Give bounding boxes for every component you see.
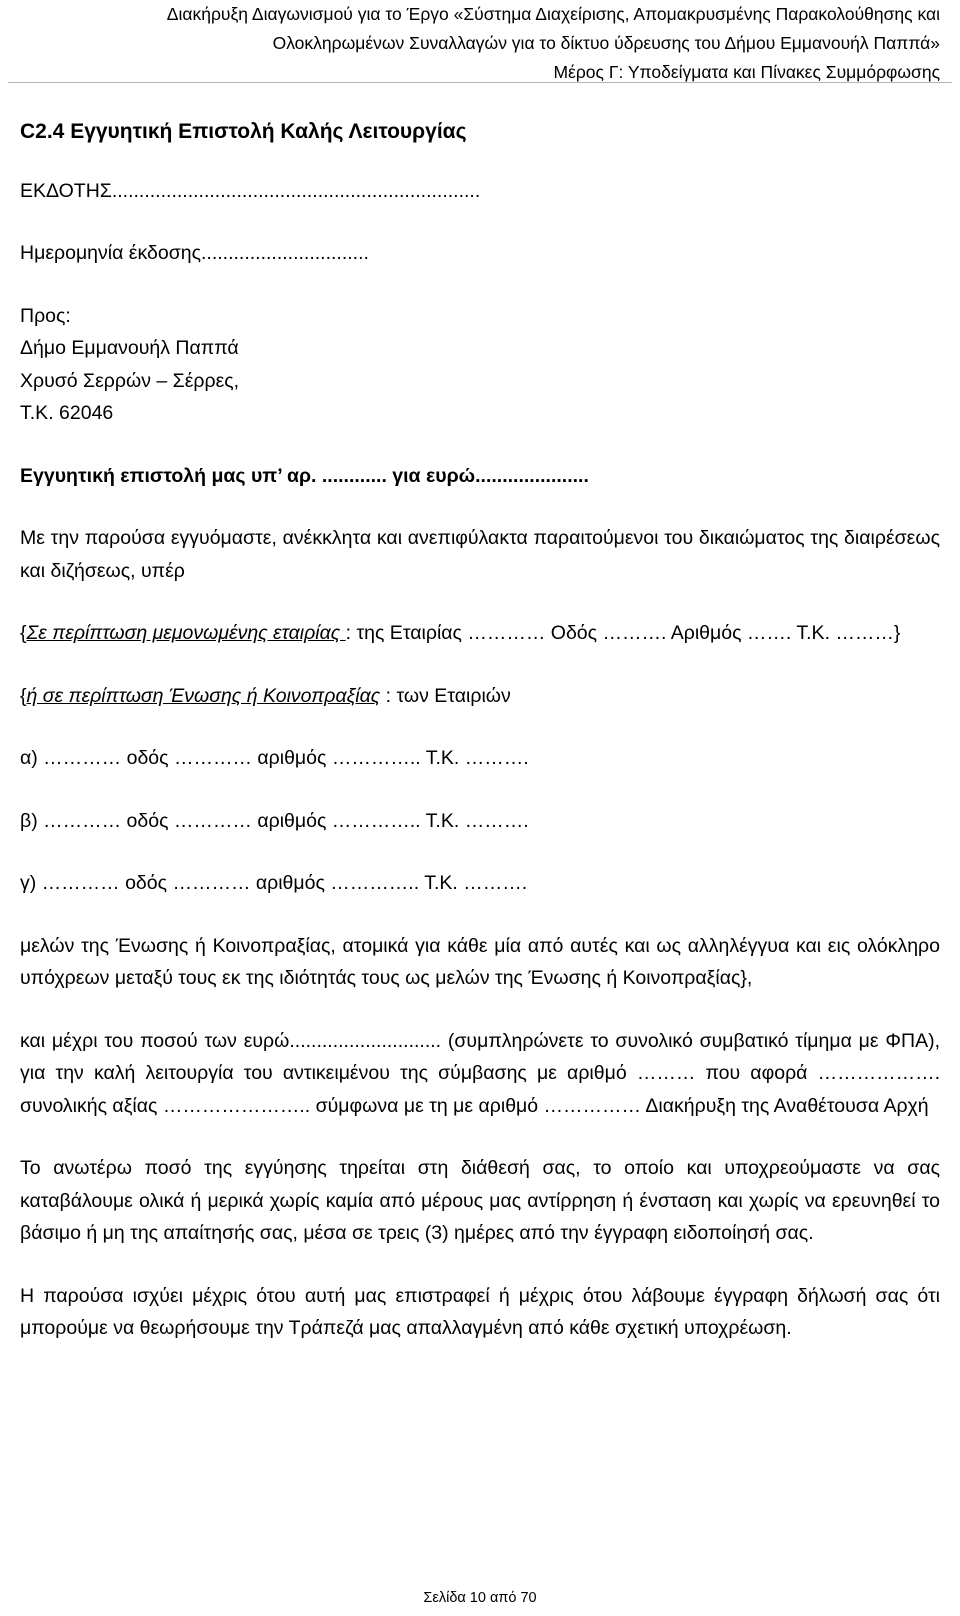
recipient-postal: Τ.Κ. 62046	[20, 402, 114, 424]
issue-date-line: Ημερομηνία έκδοσης...............................	[20, 242, 369, 264]
guarantee-line: Εγγυητική επιστολή μας υπ’ αρ. ............ για ευρώ.....................	[20, 464, 589, 487]
issuer-line: ΕΚΔΟΤΗΣ....................................................................	[20, 179, 481, 202]
document-header	[20, 0, 940, 87]
amount-clause-paragraph: και μέχρι του ποσού των ευρώ............................ (συμπληρώνετε το συνολικό συμβατικό τίμημα με ΦΠΑ), για την καλή λειτουργία του αντικειμένου της σύμβασης με αριθμό ……… που αφορά ………………. συνολικής αξίας ………………….. σύμφωνα με τη με αριθμό …………… Διακήρυξη της Αναθέτουσα Αρχή	[20, 1029, 940, 1117]
header-line-1: Διακήρυξη Διαγωνισμού για το Έργο «Σύστημα Διαχείρισης, Απομακρυσμένης Παρακολούθησης και	[166, 4, 940, 24]
section-title: C2.4 Εγγυητική Επιστολή Καλής Λειτουργίας	[20, 120, 467, 143]
single-company-clause	[20, 617, 940, 650]
single-company-case: Σε περίπτωση μεμονωμένης εταιρίας	[26, 622, 346, 644]
intro-paragraph: Με την παρούσα εγγυόμαστε, ανέκκλητα και ανεπιφύλακτα παραιτούμενοι του δικαιώματος της διαιρέσεως και διζήσεως, υπέρ	[20, 527, 940, 582]
header-line-3: Μέρος Γ: Υποδείγματα και Πίνακες Συμμόρφωσης	[553, 62, 940, 82]
document-body	[20, 116, 940, 1345]
page-number: Σελίδα 10 από 70	[423, 1590, 537, 1606]
member-line-c: γ) ………… οδός ………… αριθμός ………….. Τ.Κ. ……….	[20, 872, 528, 894]
recipient-name: Δήμο Εμμανουήλ Παππά	[20, 337, 239, 359]
member-line-b: β) ………… οδός ………… αριθμός ………….. Τ.Κ. ……….	[20, 809, 529, 832]
consortium-clause	[20, 680, 940, 713]
consortium-case: ή σε περίπτωση Ένωσης ή Κοινοπραξίας	[26, 684, 381, 707]
recipient-to: Προς:	[20, 304, 71, 327]
joint-liability-paragraph: μελών της Ένωσης ή Κοινοπραξίας, ατομικά για κάθε μία από αυτές και ως αλληλέγγυα και εις ολόκληρο υπόχρεων μεταξύ τους εκ της ιδιότητάς τους ως μελών της Ένωσης ή Κοινοπραξίας},	[20, 934, 940, 989]
availability-paragraph: Το ανωτέρω ποσό της εγγύησης τηρείται στη διάθεσή σας, το οποίο και υποχρεούμαστε να σας καταβάλουμε ολικά ή μερικά χωρίς καμία από μέρους μας αντίρρηση ή ένσταση και χωρίς να ερευνηθεί το βάσιμο ή μη της απαίτησής σας, μέσα σε τρεις (3) ημέρες από την έγγραφη ειδοποίησή σας.	[20, 1157, 940, 1244]
brace-open: {	[20, 622, 27, 644]
single-company-rest: : της Εταιρίας ………… Οδός ………. Αριθμός ……. Τ.Κ. ………}	[345, 622, 901, 644]
recipient-block	[20, 300, 940, 430]
recipient-address: Χρυσό Σερρών – Σέρρες,	[20, 369, 240, 392]
consortium-rest: : των Εταιριών	[380, 684, 511, 707]
brace-open: {	[20, 684, 27, 707]
header-line-2: Ολοκληρωμένων Συναλλαγών για το δίκτυο ύδρευσης του Δήμου Εμμανουήλ Παππά»	[272, 33, 940, 53]
header-divider	[8, 82, 952, 83]
member-line-a: α) ………… οδός ………… αριθμός ………….. Τ.Κ. ……….	[20, 747, 529, 769]
validity-paragraph: Η παρούσα ισχύει μέχρις ότου αυτή μας επιστραφεί ή μέχρις ότου λάβουμε έγγραφη δήλωσή σας ότι μπορούμε να θεωρήσουμε την Τράπεζά μας απαλλαγμένη από κάθε σχετική υποχρέωση.	[20, 1284, 940, 1339]
